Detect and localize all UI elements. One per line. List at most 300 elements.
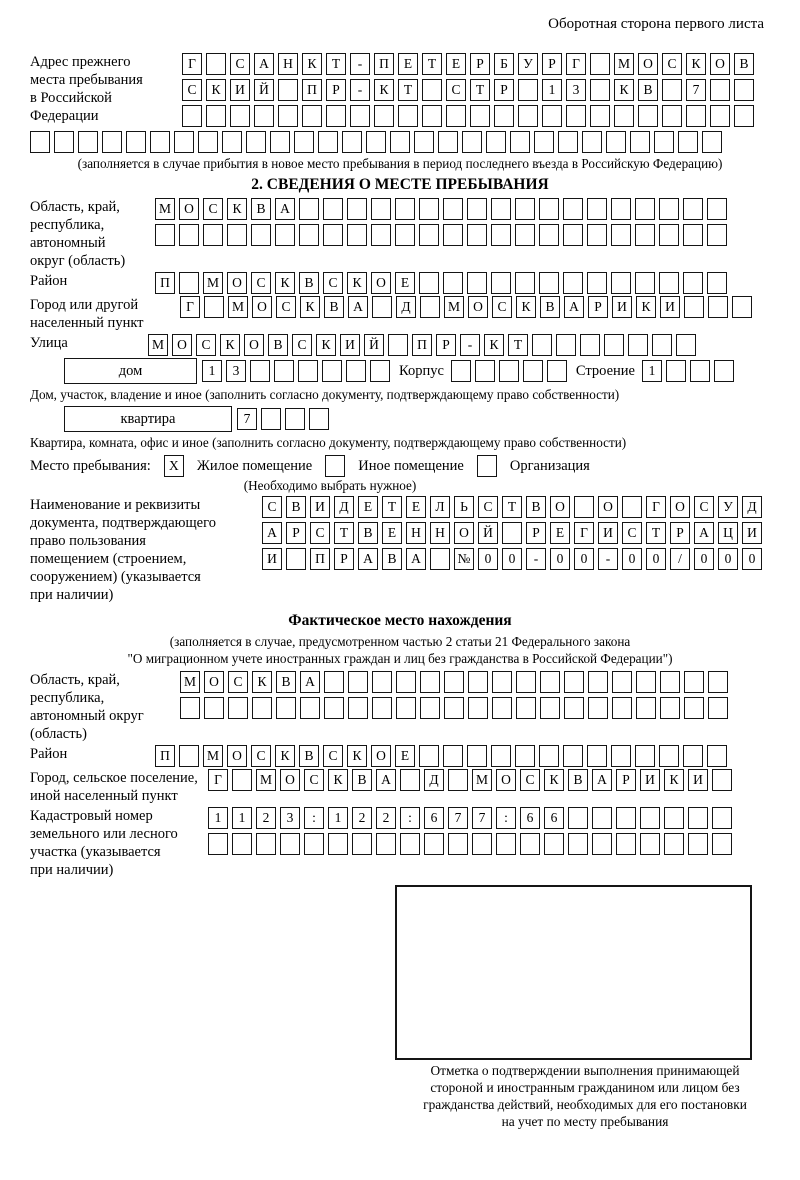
char-cell[interactable]: О xyxy=(172,334,192,356)
char-cell[interactable] xyxy=(270,131,290,153)
char-cell[interactable] xyxy=(328,833,348,855)
char-cell[interactable] xyxy=(438,131,458,153)
char-cell[interactable] xyxy=(592,807,612,829)
char-cell[interactable]: О xyxy=(227,272,247,294)
char-cell[interactable] xyxy=(451,360,471,382)
char-cell[interactable] xyxy=(659,198,679,220)
char-cell[interactable] xyxy=(256,833,276,855)
char-cell[interactable]: 3 xyxy=(566,79,586,101)
char-cell[interactable]: И xyxy=(262,548,282,570)
char-cell[interactable] xyxy=(232,769,252,791)
char-cell[interactable]: С xyxy=(203,198,223,220)
char-cell[interactable]: 1 xyxy=(232,807,252,829)
char-cell[interactable] xyxy=(274,360,294,382)
char-cell[interactable]: И xyxy=(688,769,708,791)
char-cell[interactable]: О xyxy=(280,769,300,791)
char-cell[interactable]: С xyxy=(196,334,216,356)
char-cell[interactable]: 2 xyxy=(256,807,276,829)
char-cell[interactable] xyxy=(78,131,98,153)
char-cell[interactable] xyxy=(520,833,540,855)
char-cell[interactable]: М xyxy=(228,296,248,318)
char-cell[interactable]: И xyxy=(742,522,762,544)
char-cell[interactable] xyxy=(467,198,487,220)
char-cell[interactable]: Т xyxy=(382,496,402,518)
char-cell[interactable]: О xyxy=(371,745,391,767)
char-cell[interactable]: - xyxy=(526,548,546,570)
char-cell[interactable] xyxy=(587,745,607,767)
char-cell[interactable] xyxy=(683,745,703,767)
char-cell[interactable] xyxy=(309,408,329,430)
char-cell[interactable]: Г xyxy=(180,296,200,318)
char-cell[interactable]: И xyxy=(340,334,360,356)
char-cell[interactable]: Р xyxy=(616,769,636,791)
char-cell[interactable]: Н xyxy=(430,522,450,544)
char-cell[interactable]: Г xyxy=(182,53,202,75)
char-cell[interactable] xyxy=(300,697,320,719)
char-cell[interactable] xyxy=(475,360,495,382)
char-cell[interactable]: О xyxy=(710,53,730,75)
char-cell[interactable] xyxy=(502,522,522,544)
char-cell[interactable]: А xyxy=(592,769,612,791)
char-cell[interactable] xyxy=(732,296,752,318)
char-cell[interactable]: 2 xyxy=(376,807,396,829)
char-cell[interactable] xyxy=(419,224,439,246)
char-cell[interactable] xyxy=(371,198,391,220)
char-cell[interactable] xyxy=(179,745,199,767)
char-cell[interactable]: В xyxy=(251,198,271,220)
char-cell[interactable]: И xyxy=(230,79,250,101)
char-cell[interactable]: С xyxy=(182,79,202,101)
char-cell[interactable]: : xyxy=(400,807,420,829)
char-cell[interactable] xyxy=(662,79,682,101)
char-cell[interactable]: С xyxy=(492,296,512,318)
char-cell[interactable] xyxy=(198,131,218,153)
char-cell[interactable] xyxy=(710,105,730,127)
char-cell[interactable]: А xyxy=(348,296,368,318)
char-cell[interactable] xyxy=(683,272,703,294)
char-cell[interactable] xyxy=(604,334,624,356)
char-cell[interactable] xyxy=(499,360,519,382)
char-cell[interactable] xyxy=(582,131,602,153)
char-cell[interactable]: П xyxy=(155,745,175,767)
char-cell[interactable]: М xyxy=(148,334,168,356)
char-cell[interactable] xyxy=(400,769,420,791)
char-cell[interactable] xyxy=(468,697,488,719)
char-cell[interactable]: Б xyxy=(494,53,514,75)
char-cell[interactable] xyxy=(472,833,492,855)
char-cell[interactable] xyxy=(563,745,583,767)
char-cell[interactable]: Т xyxy=(470,79,490,101)
char-cell[interactable]: О xyxy=(204,671,224,693)
char-cell[interactable]: 0 xyxy=(502,548,522,570)
char-cell[interactable] xyxy=(683,224,703,246)
char-cell[interactable] xyxy=(564,697,584,719)
char-cell[interactable] xyxy=(659,224,679,246)
char-cell[interactable] xyxy=(611,745,631,767)
char-cell[interactable] xyxy=(734,105,754,127)
char-cell[interactable]: - xyxy=(350,79,370,101)
char-cell[interactable] xyxy=(628,334,648,356)
char-cell[interactable] xyxy=(468,671,488,693)
char-cell[interactable]: 1 xyxy=(208,807,228,829)
char-cell[interactable]: 6 xyxy=(544,807,564,829)
char-cell[interactable] xyxy=(294,131,314,153)
char-cell[interactable] xyxy=(430,548,450,570)
char-cell[interactable]: Р xyxy=(494,79,514,101)
char-cell[interactable] xyxy=(420,697,440,719)
char-cell[interactable] xyxy=(326,105,346,127)
char-cell[interactable]: Н xyxy=(406,522,426,544)
char-cell[interactable] xyxy=(606,131,626,153)
char-cell[interactable]: К xyxy=(252,671,272,693)
char-cell[interactable]: С xyxy=(662,53,682,75)
char-cell[interactable]: Р xyxy=(334,548,354,570)
char-cell[interactable]: С xyxy=(446,79,466,101)
char-cell[interactable] xyxy=(318,131,338,153)
char-cell[interactable] xyxy=(708,671,728,693)
char-cell[interactable] xyxy=(208,833,228,855)
char-cell[interactable] xyxy=(558,131,578,153)
char-cell[interactable]: Д xyxy=(396,296,416,318)
char-cell[interactable] xyxy=(710,79,730,101)
char-cell[interactable]: К xyxy=(316,334,336,356)
char-cell[interactable] xyxy=(179,272,199,294)
char-cell[interactable]: Р xyxy=(670,522,690,544)
char-cell[interactable] xyxy=(180,697,200,719)
char-cell[interactable]: 6 xyxy=(520,807,540,829)
char-cell[interactable] xyxy=(400,833,420,855)
char-cell[interactable] xyxy=(659,272,679,294)
char-cell[interactable] xyxy=(227,224,247,246)
char-cell[interactable] xyxy=(348,671,368,693)
char-cell[interactable] xyxy=(516,697,536,719)
char-cell[interactable]: В xyxy=(540,296,560,318)
char-cell[interactable] xyxy=(467,745,487,767)
char-cell[interactable]: О xyxy=(252,296,272,318)
char-cell[interactable] xyxy=(395,224,415,246)
dom-type-box[interactable]: дом xyxy=(64,358,197,384)
char-cell[interactable] xyxy=(614,105,634,127)
char-cell[interactable] xyxy=(515,198,535,220)
char-cell[interactable] xyxy=(443,272,463,294)
char-cell[interactable]: К xyxy=(206,79,226,101)
char-cell[interactable] xyxy=(563,224,583,246)
char-cell[interactable] xyxy=(182,105,202,127)
char-cell[interactable]: У xyxy=(718,496,738,518)
char-cell[interactable]: А xyxy=(376,769,396,791)
char-cell[interactable]: : xyxy=(304,807,324,829)
char-cell[interactable] xyxy=(563,198,583,220)
char-cell[interactable] xyxy=(448,833,468,855)
char-cell[interactable] xyxy=(587,224,607,246)
char-cell[interactable] xyxy=(616,807,636,829)
char-cell[interactable] xyxy=(254,105,274,127)
char-cell[interactable]: 7 xyxy=(448,807,468,829)
char-cell[interactable] xyxy=(280,833,300,855)
char-cell[interactable] xyxy=(678,131,698,153)
char-cell[interactable] xyxy=(286,548,306,570)
char-cell[interactable] xyxy=(374,105,394,127)
char-cell[interactable]: Н xyxy=(278,53,298,75)
char-cell[interactable] xyxy=(419,198,439,220)
char-cell[interactable]: Т xyxy=(398,79,418,101)
char-cell[interactable] xyxy=(714,360,734,382)
char-cell[interactable] xyxy=(414,131,434,153)
kvartira-type-box[interactable]: квартира xyxy=(64,406,232,432)
char-cell[interactable] xyxy=(388,334,408,356)
char-cell[interactable]: Т xyxy=(508,334,528,356)
char-cell[interactable]: Е xyxy=(446,53,466,75)
char-cell[interactable] xyxy=(666,360,686,382)
char-cell[interactable]: О xyxy=(496,769,516,791)
char-cell[interactable]: С xyxy=(262,496,282,518)
char-cell[interactable]: М xyxy=(614,53,634,75)
char-cell[interactable]: Р xyxy=(588,296,608,318)
char-cell[interactable] xyxy=(278,79,298,101)
char-cell[interactable] xyxy=(664,833,684,855)
char-cell[interactable] xyxy=(684,296,704,318)
char-cell[interactable] xyxy=(539,198,559,220)
char-cell[interactable] xyxy=(298,360,318,382)
char-cell[interactable]: К xyxy=(275,745,295,767)
char-cell[interactable] xyxy=(712,769,732,791)
char-cell[interactable]: К xyxy=(614,79,634,101)
char-cell[interactable] xyxy=(102,131,122,153)
char-cell[interactable] xyxy=(664,807,684,829)
char-cell[interactable]: П xyxy=(412,334,432,356)
char-cell[interactable] xyxy=(566,105,586,127)
char-cell[interactable]: А xyxy=(254,53,274,75)
char-cell[interactable] xyxy=(588,697,608,719)
char-cell[interactable]: К xyxy=(664,769,684,791)
char-cell[interactable] xyxy=(323,198,343,220)
char-cell[interactable] xyxy=(708,296,728,318)
char-cell[interactable]: 0 xyxy=(742,548,762,570)
char-cell[interactable]: К xyxy=(220,334,240,356)
char-cell[interactable] xyxy=(636,697,656,719)
char-cell[interactable]: С xyxy=(304,769,324,791)
char-cell[interactable]: 2 xyxy=(352,807,372,829)
char-cell[interactable] xyxy=(616,833,636,855)
char-cell[interactable] xyxy=(299,198,319,220)
char-cell[interactable]: С xyxy=(323,272,343,294)
char-cell[interactable] xyxy=(422,105,442,127)
char-cell[interactable] xyxy=(547,360,567,382)
char-cell[interactable] xyxy=(688,807,708,829)
char-cell[interactable] xyxy=(228,697,248,719)
char-cell[interactable]: Д xyxy=(334,496,354,518)
char-cell[interactable]: Т xyxy=(646,522,666,544)
char-cell[interactable]: И xyxy=(612,296,632,318)
char-cell[interactable]: В xyxy=(568,769,588,791)
char-cell[interactable]: И xyxy=(598,522,618,544)
char-cell[interactable]: П xyxy=(374,53,394,75)
char-cell[interactable] xyxy=(278,105,298,127)
char-cell[interactable]: К xyxy=(484,334,504,356)
char-cell[interactable] xyxy=(518,105,538,127)
char-cell[interactable]: Е xyxy=(398,53,418,75)
char-cell[interactable]: Й xyxy=(478,522,498,544)
char-cell[interactable] xyxy=(702,131,722,153)
char-cell[interactable]: 0 xyxy=(574,548,594,570)
char-cell[interactable]: Р xyxy=(286,522,306,544)
char-cell[interactable]: А xyxy=(694,522,714,544)
char-cell[interactable] xyxy=(611,198,631,220)
char-cell[interactable] xyxy=(564,671,584,693)
char-cell[interactable] xyxy=(590,79,610,101)
char-cell[interactable]: № xyxy=(454,548,474,570)
char-cell[interactable] xyxy=(540,671,560,693)
char-cell[interactable] xyxy=(491,198,511,220)
char-cell[interactable]: К xyxy=(347,745,367,767)
char-cell[interactable]: 1 xyxy=(542,79,562,101)
char-cell[interactable]: Р xyxy=(470,53,490,75)
char-cell[interactable] xyxy=(366,131,386,153)
char-cell[interactable] xyxy=(470,105,490,127)
char-cell[interactable] xyxy=(540,697,560,719)
char-cell[interactable] xyxy=(592,833,612,855)
char-cell[interactable] xyxy=(206,105,226,127)
char-cell[interactable]: В xyxy=(299,272,319,294)
char-cell[interactable] xyxy=(688,833,708,855)
char-cell[interactable] xyxy=(179,224,199,246)
char-cell[interactable] xyxy=(568,833,588,855)
char-cell[interactable] xyxy=(443,224,463,246)
char-cell[interactable]: Д xyxy=(424,769,444,791)
char-cell[interactable]: В xyxy=(734,53,754,75)
char-cell[interactable]: 1 xyxy=(202,360,222,382)
char-cell[interactable]: 0 xyxy=(622,548,642,570)
char-cell[interactable] xyxy=(448,769,468,791)
char-cell[interactable]: О xyxy=(371,272,391,294)
char-cell[interactable]: К xyxy=(328,769,348,791)
char-cell[interactable] xyxy=(491,745,511,767)
char-cell[interactable] xyxy=(376,833,396,855)
char-cell[interactable]: М xyxy=(203,745,223,767)
checkbox-other-premises[interactable] xyxy=(325,455,345,477)
char-cell[interactable] xyxy=(250,360,270,382)
char-cell[interactable] xyxy=(568,807,588,829)
char-cell[interactable] xyxy=(662,105,682,127)
char-cell[interactable]: В xyxy=(358,522,378,544)
char-cell[interactable]: Г xyxy=(566,53,586,75)
char-cell[interactable] xyxy=(686,105,706,127)
char-cell[interactable]: К xyxy=(302,53,322,75)
char-cell[interactable] xyxy=(516,671,536,693)
char-cell[interactable]: П xyxy=(310,548,330,570)
char-cell[interactable]: К xyxy=(300,296,320,318)
char-cell[interactable]: С xyxy=(228,671,248,693)
char-cell[interactable]: Г xyxy=(646,496,666,518)
char-cell[interactable] xyxy=(492,697,512,719)
char-cell[interactable] xyxy=(462,131,482,153)
char-cell[interactable] xyxy=(640,833,660,855)
char-cell[interactable] xyxy=(275,224,295,246)
char-cell[interactable]: В xyxy=(352,769,372,791)
char-cell[interactable]: 7 xyxy=(237,408,257,430)
char-cell[interactable]: / xyxy=(670,548,690,570)
char-cell[interactable] xyxy=(539,745,559,767)
char-cell[interactable]: Р xyxy=(542,53,562,75)
char-cell[interactable]: В xyxy=(382,548,402,570)
char-cell[interactable] xyxy=(322,360,342,382)
char-cell[interactable] xyxy=(515,745,535,767)
char-cell[interactable] xyxy=(206,53,226,75)
char-cell[interactable]: Д xyxy=(742,496,762,518)
char-cell[interactable] xyxy=(150,131,170,153)
char-cell[interactable]: В xyxy=(299,745,319,767)
char-cell[interactable] xyxy=(203,224,223,246)
char-cell[interactable] xyxy=(563,272,583,294)
char-cell[interactable] xyxy=(659,745,679,767)
char-cell[interactable] xyxy=(352,833,372,855)
char-cell[interactable]: Т xyxy=(422,53,442,75)
char-cell[interactable] xyxy=(640,807,660,829)
char-cell[interactable]: О xyxy=(638,53,658,75)
char-cell[interactable]: А xyxy=(262,522,282,544)
char-cell[interactable]: В xyxy=(268,334,288,356)
char-cell[interactable] xyxy=(496,833,516,855)
char-cell[interactable] xyxy=(419,272,439,294)
char-cell[interactable] xyxy=(574,496,594,518)
char-cell[interactable] xyxy=(635,745,655,767)
char-cell[interactable]: А xyxy=(300,671,320,693)
char-cell[interactable]: - xyxy=(598,548,618,570)
char-cell[interactable]: - xyxy=(350,53,370,75)
char-cell[interactable] xyxy=(660,697,680,719)
char-cell[interactable] xyxy=(580,334,600,356)
char-cell[interactable] xyxy=(443,745,463,767)
char-cell[interactable]: К xyxy=(227,198,247,220)
char-cell[interactable]: П xyxy=(155,272,175,294)
char-cell[interactable]: Ь xyxy=(454,496,474,518)
char-cell[interactable] xyxy=(467,272,487,294)
char-cell[interactable]: Т xyxy=(326,53,346,75)
char-cell[interactable]: 3 xyxy=(280,807,300,829)
char-cell[interactable]: С xyxy=(276,296,296,318)
char-cell[interactable]: Ц xyxy=(718,522,738,544)
char-cell[interactable] xyxy=(396,697,416,719)
char-cell[interactable]: И xyxy=(310,496,330,518)
char-cell[interactable]: М xyxy=(180,671,200,693)
char-cell[interactable]: С xyxy=(520,769,540,791)
char-cell[interactable] xyxy=(638,105,658,127)
char-cell[interactable] xyxy=(347,224,367,246)
char-cell[interactable]: М xyxy=(444,296,464,318)
char-cell[interactable]: К xyxy=(686,53,706,75)
char-cell[interactable]: М xyxy=(472,769,492,791)
char-cell[interactable] xyxy=(285,408,305,430)
char-cell[interactable] xyxy=(467,224,487,246)
char-cell[interactable] xyxy=(636,671,656,693)
char-cell[interactable]: С xyxy=(694,496,714,518)
checkbox-organization[interactable] xyxy=(477,455,497,477)
char-cell[interactable]: И xyxy=(640,769,660,791)
char-cell[interactable]: О xyxy=(550,496,570,518)
char-cell[interactable] xyxy=(390,131,410,153)
char-cell[interactable] xyxy=(707,198,727,220)
char-cell[interactable] xyxy=(510,131,530,153)
char-cell[interactable]: С xyxy=(230,53,250,75)
char-cell[interactable] xyxy=(515,224,535,246)
char-cell[interactable]: Е xyxy=(395,745,415,767)
char-cell[interactable]: 0 xyxy=(646,548,666,570)
char-cell[interactable] xyxy=(395,198,415,220)
char-cell[interactable] xyxy=(324,671,344,693)
char-cell[interactable] xyxy=(515,272,535,294)
char-cell[interactable] xyxy=(348,697,368,719)
char-cell[interactable]: О xyxy=(179,198,199,220)
